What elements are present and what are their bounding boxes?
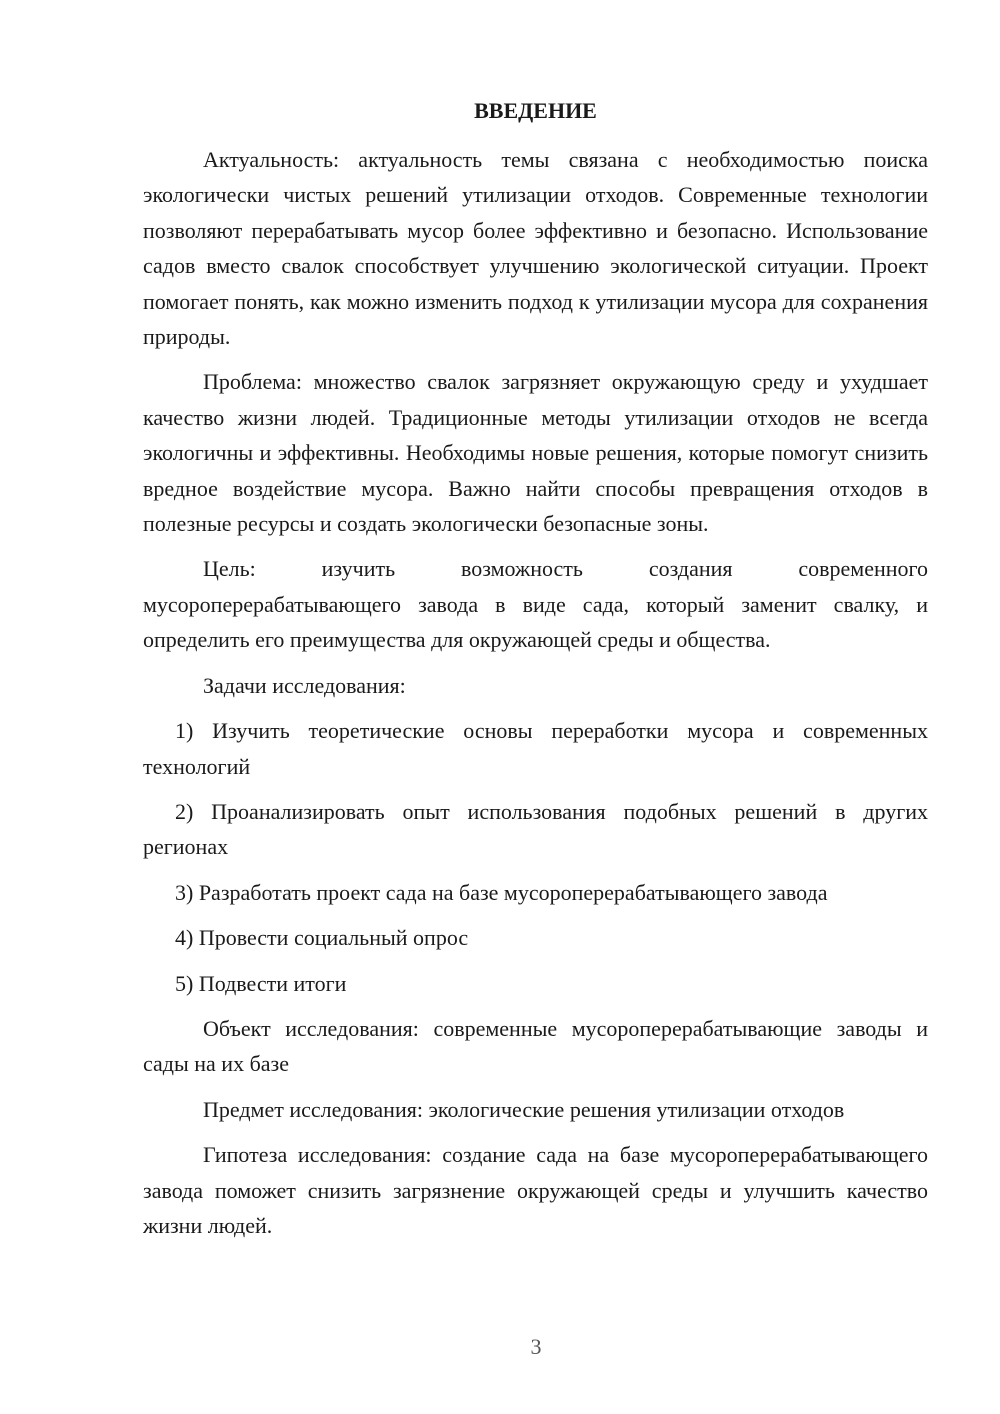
task-item: 5) Подвести итоги [175, 970, 347, 996]
tasks-heading: Задачи исследования: [203, 672, 406, 698]
page-title: ВВЕДЕНИЕ [474, 98, 597, 123]
subject-paragraph: Предмет исследования: экологические решения утилизации отходов [203, 1096, 845, 1122]
object-paragraph: Объект исследования: современные мусороперерабатывающие заводы и сады на их базе [143, 1015, 928, 1077]
task-item: 3) Разработать проект сада на базе мусороперерабатывающего завода [175, 879, 828, 905]
page-number: 3 [530, 1334, 542, 1359]
goal-paragraph: Цель: изучить возможность создания современного мусороперерабатывающего завода в виде сада, который заменит свалку, и определить его преимущества для окружающей среды и общества. [143, 556, 928, 653]
hypothesis-paragraph: Гипотеза исследования: создание сада на базе мусороперерабатывающего завода поможет снизить загрязнение окружающей среды и улучшить качество жизни людей. [143, 1142, 928, 1238]
problem-paragraph: Проблема: множество свалок загрязняет окружающую среду и ухудшает качество жизни людей. Традиционные методы утилизации отходов не всегда экологичны и эффективны. Необходимы новые решения, которые помогут снизить вредное воздействие мусора. Важно найти способы превращения отходов в полезные ресурсы и создать экологически безопасные зоны. [143, 369, 928, 537]
relevance-paragraph: Актуальность: актуальность темы связана с необходимостью поиска экологически чистых решений утилизации отходов. Современные технологии позволяют перерабатывать мусор более эффективно и безопасно. Использование садов вместо свалок способствует улучшению экологической ситуации. Проект помогает понять, как можно изменить подход к утилизации мусора для сохранения природы. [143, 147, 928, 350]
task-item: 1) Изучить теоретические основы переработки мусора и современных технологий [143, 718, 928, 779]
task-item: 4) Провести социальный опрос [175, 925, 469, 951]
task-item: 2) Проанализировать опыт использования подобных решений в других регионах [143, 798, 928, 860]
page-content [143, 95, 928, 1253]
